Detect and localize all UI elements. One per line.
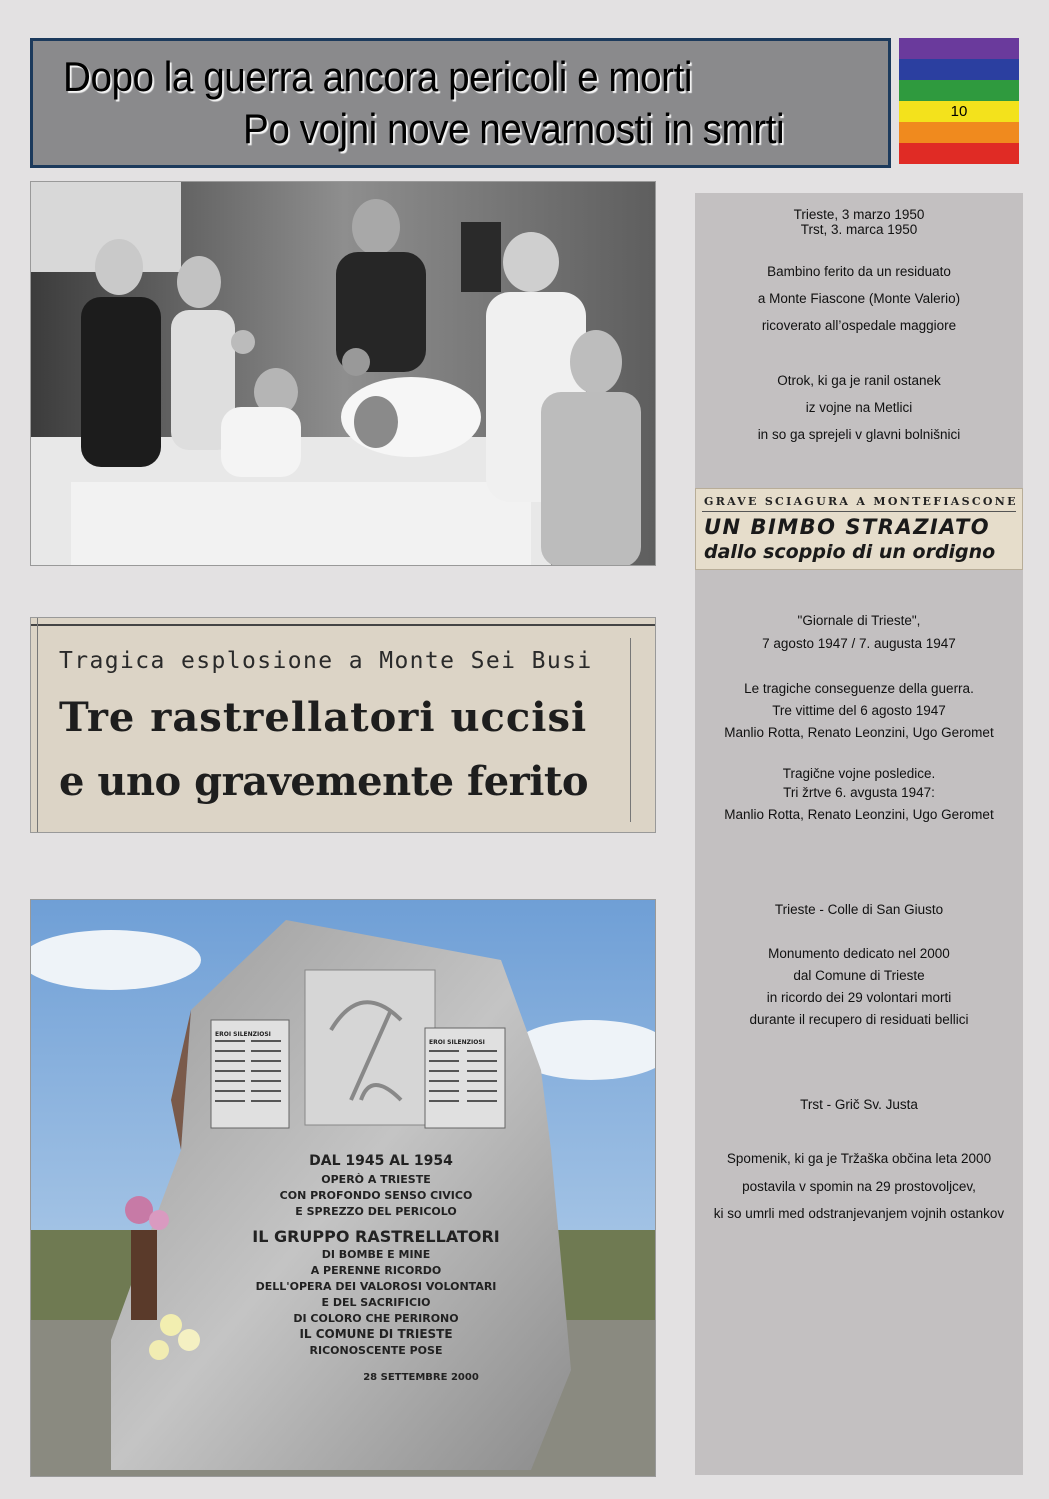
inscription-line: DI COLORO CHE PERIRONO [293,1312,459,1325]
inscription-line: DELL'OPERA DEI VALOROSI VOLONTARI [255,1280,497,1293]
inscription-line: RICONOSCENTE POSE [309,1344,443,1357]
inscription-line: IL GRUPPO RASTRELLATORI [252,1227,500,1246]
title-italian: Dopo la guerra ancora pericoli e morti [63,53,692,100]
clipping-subhead: dallo scoppio di un ordigno [704,541,996,563]
newspaper-caption-it-1: Le tragiche conseguenze della guerra. [744,681,974,696]
newspaper-date: 7 agosto 1947 / 7. augusta 1947 [762,636,956,651]
plaque-heading-right: EROI SILENZIOSI [429,1039,485,1046]
monument-place-italian: Trieste - Colle di San Giusto [774,902,944,917]
monument-caption-sl-2: postavila v spomin na 29 prostovoljcev, [742,1179,976,1194]
monument-caption-it-3: in ricordo dei 29 volontari morti [766,990,952,1005]
clipping-rule [702,511,1016,512]
title-slovene: Po vojni nove nevarnosti in smrti [243,105,785,152]
monument-place-slovene: Trst - Grič Sv. Justa [800,1097,918,1112]
page-number-badge [899,38,1019,171]
stripe-violet [899,38,1019,59]
newspaper-caption-sl-3: Manlio Rotta, Renato Leonzini, Ugo Geromet [724,807,994,822]
hospital-caption-sl-2: iz vojne na Metlici [805,400,913,415]
hospital-caption-it-3: ricoverato all’ospedale maggiore [761,318,957,333]
clipping-kicker: GRAVE SCIAGURA A MONTEFIASCONE [704,495,1018,508]
hospital-date-slovene: Trst, 3. marca 1950 [800,222,918,237]
stripe-yellow [899,101,1019,122]
monument-caption-it-2: dal Comune di Trieste [793,968,925,983]
monument-caption-it-4: durante il recupero di residuati bellici [749,1012,969,1027]
inscription-line: DAL 1945 AL 1954 [309,1153,453,1169]
inscription-line: OPERÒ A TRIESTE [321,1173,431,1186]
inscription-line: 28 SETTEMBRE 2000 [363,1372,479,1383]
clipping-column-rule [37,618,38,832]
inscription-line: IL COMUNE DI TRIESTE [299,1327,453,1341]
clipping-rule [31,624,655,626]
monument-caption-sl-1: Spomenik, ki ga je Tržaška občina leta 2000 [726,1151,992,1166]
newspaper-caption-it-2: Tre vittime del 6 agosto 1947 [772,703,946,718]
inscription-line: E SPREZZO DEL PERICOLO [295,1205,457,1218]
title-banner [30,38,891,168]
newspaper-clipping-monte-sei-busi [30,617,656,833]
page-number: 10 [950,103,968,120]
clipping-headline: UN BIMBO STRAZIATO [704,515,991,539]
hospital-photo [30,181,656,566]
newspaper-source: "Giornale di Trieste", [797,613,921,628]
hospital-date-italian: Trieste, 3 marzo 1950 [793,207,925,222]
clipping-kicker: Tragica esplosione a Monte Sei Busi [59,648,593,674]
newspaper-caption-sl-1: Tragične vojne posledice. [782,766,936,781]
monument-caption-it-1: Monumento dedicato nel 2000 [768,946,950,961]
hospital-caption-sl-3: in so ga sprejeli v glavni bolnišnici [757,427,961,442]
newspaper-clipping-bimbo [695,488,1023,570]
plaque-heading-left: EROI SILENZIOSI [215,1031,271,1038]
clipping-headline-line1: Tre rastrellatori uccisi [59,694,588,741]
monument-photo [30,899,656,1477]
monument-caption-sl-3: ki so umrli med odstranjevanjem vojnih ostankov [713,1206,1005,1221]
newspaper-caption-it-3: Manlio Rotta, Renato Leonzini, Ugo Geromet [724,725,994,740]
hospital-caption-it-1: Bambino ferito da un residuato [767,264,951,279]
stripe-red [899,143,1019,164]
stripe-green [899,80,1019,101]
hospital-caption-sl-1: Otrok, ki ga je ranil ostanek [777,373,941,388]
inscription-line: A PERENNE RICORDO [310,1264,442,1277]
clipping-headline-line2: e uno gravemente ferito [59,758,589,805]
caption-sidebar [695,193,1023,1475]
inscription-line: CON PROFONDO SENSO CIVICO [279,1189,473,1202]
newspaper-caption-sl-2: Tri žrtve 6. avgusta 1947: [783,785,935,800]
inscription-line: E DEL SACRIFICIO [321,1296,431,1309]
stripe-orange [899,122,1019,143]
stripe-blue [899,59,1019,80]
hospital-caption-it-2: a Monte Fiascone (Monte Valerio) [757,291,961,306]
inscription-line: DI BOMBE E MINE [321,1248,431,1261]
clipping-column-rule [630,638,631,822]
